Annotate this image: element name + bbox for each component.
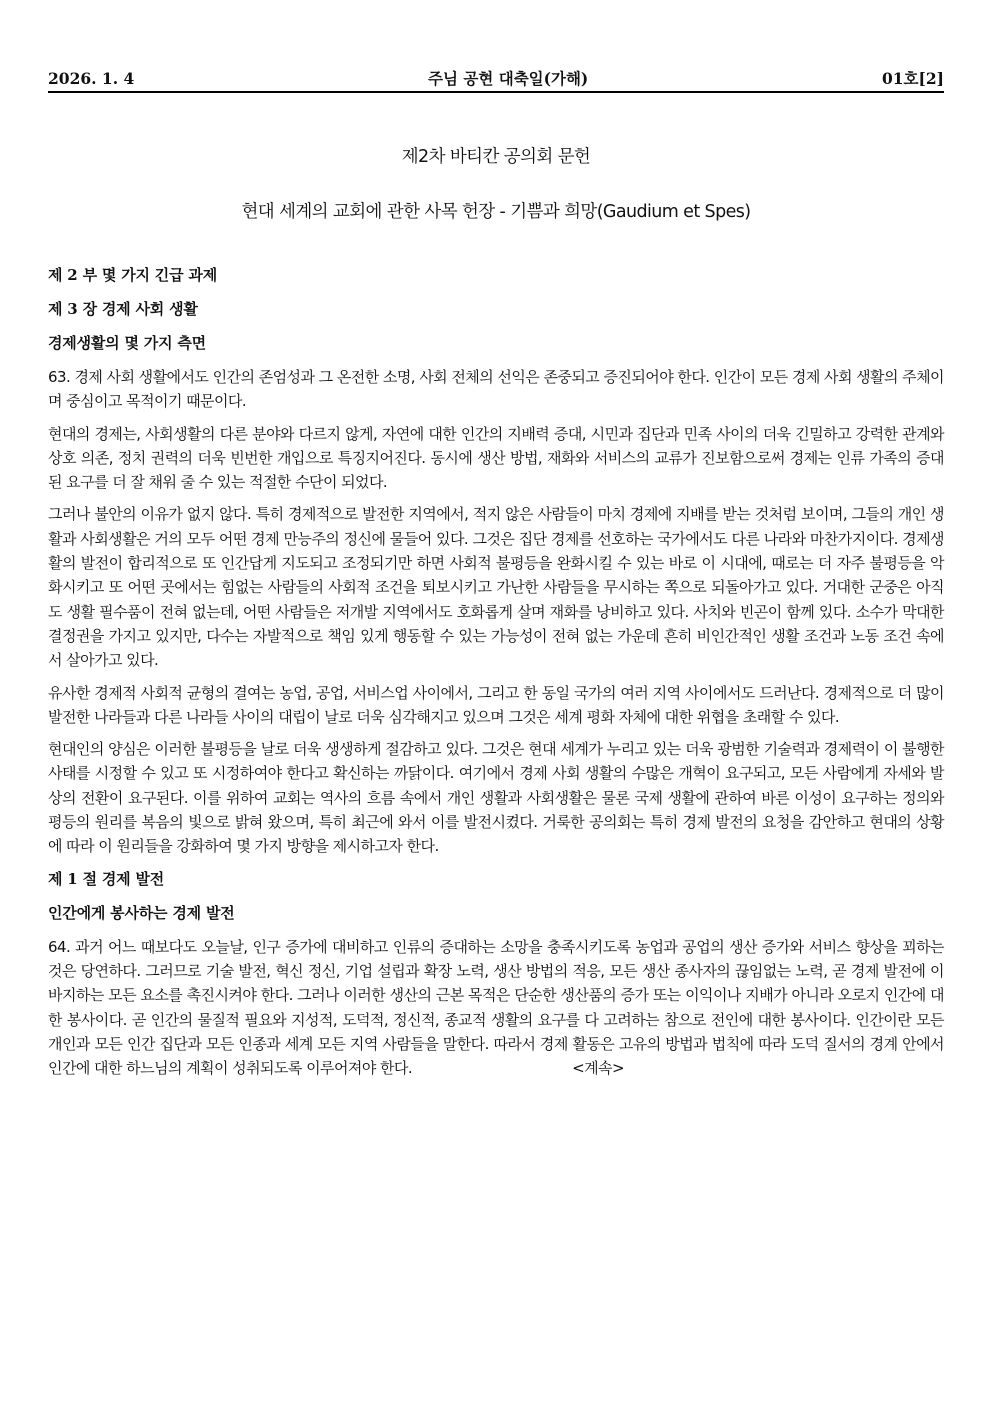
header-feast: 주님 공현 대축일(가해) [428,69,589,88]
chapter-heading: 제 3 장 경제 사회 생활 [48,300,198,318]
page-header [48,68,944,93]
continued-label: <계속> [572,1059,625,1078]
header-issue: 01호[2] [881,69,944,88]
section-heading: 경제생활의 몇 가지 측면 [48,334,206,352]
subsection-heading: 제 1 절 경제 발전 [48,869,165,888]
header-date: 2026. 1. 4 [48,69,135,88]
document-page [48,68,944,1088]
paragraph-64-text: 64. 과거 어느 때보다도 오늘날, 인구 증가에 대비하고 인류의 증대하는 소망을 충족시키도록 농업과 공업의 생산 증가와 서비스 향상을 꾀하는 것은 당연하다. 그러므로 기술 발전, 혁신 정신, 기업 설립과 확장 노력, 생산 방법의 적응, 모든 생산 종사자의 끊임없는 노력, 곧 경제 발전에 이바지하는 모든 요소를 촉진시켜야 한다. 그러나 이러한 생산의 근본 목적은 단순한 생산품의 증가 또는 이익이나 지배가 아니라 오로지 인간에 대한 봉사이다. 곧 인간의 물질적 필요와 지성적, 도덕적, 정신적, 종교적 생활의 요구를 다 고려하는 참으로 전인에 대한 봉사이다. 인간이란 모든 개인과 모든 인간 집단과 모든 인종과 세계 모든 지역 사람들을 말한다. 따라서 경제 활동은 고유의 방법과 법칙에 따라 도덕 질서의 경계 안에서 인간에 대한 하느님의 계획이 성취되도록 이루어져야 한다. [48,937,944,1078]
document-title: 제2차 바티칸 공의회 문헌 [401,147,591,167]
paragraph-64 [48,935,944,1081]
paragraph-63: 63. 경제 사회 생활에서도 인간의 존엄성과 그 온전한 소명, 사회 전체의 선익은 존중되고 증진되어야 한다. 인간이 모든 경제 사회 생활의 주체이며 중심이고 목적이기 때문이다. [48,368,944,411]
document-subtitle: 현대 세계의 교회에 관한 사목 헌장 - 기쁨과 희망(Gaudium et Spes) [241,202,751,222]
paragraph: 현대인의 양심은 이러한 불평등을 날로 더욱 생생하게 절감하고 있다. 그것은 현대 세계가 누리고 있는 더욱 광범한 기술력과 경제력이 이 불행한 사태를 시정할 수 있고 또 시정하여야 한다고 확신하는 까닭이다. 여기에서 경제 사회 생활의 수많은 개혁이 요구되고, 모든 사람에게 자세와 발상의 전환이 요구된다. 이를 위하여 교회는 역사의 흐름 속에서 개인 생활과 사회생활은 물론 국제 생활에 관하여 바른 이성이 요구하는 정의와 평등의 원리를 복음의 빛으로 밝혀 왔으며, 특히 최근에 와서 이를 발전시켰다. 거룩한 공의회는 특히 경제 발전의 요청을 감안하고 현대의 상황에 따라 이 원리들을 강화하여 몇 가지 방향을 제시하고자 한다. [48,740,944,856]
subsection-subheading: 인간에게 봉사하는 경제 발전 [48,903,235,922]
paragraph: 유사한 경제적 사회적 균형의 결여는 농업, 공업, 서비스업 사이에서, 그리고 한 동일 국가의 여러 지역 사이에서도 드러난다. 경제적으로 더 많이 발전한 나라들과 다른 나라들 사이의 대립이 날로 더욱 심각해지고 있으며 그것은 세계 평화 자체에 대한 위협을 초래할 수 있다. [48,683,944,726]
part-heading: 제 2 부 몇 가지 긴급 과제 [48,266,217,284]
paragraph: 그러나 불안의 이유가 없지 않다. 특히 경제적으로 발전한 지역에서, 적지 않은 사람들이 마치 경제에 지배를 받는 것처럼 보이며, 그들의 개인 생활과 사회생활은 거의 모두 어떤 경제 만능주의 정신에 물들어 있다. 그것은 집단 경제를 선호하는 국가에서도 다른 나라와 마찬가지이다. 경제생활의 발전이 합리적으로 또 인간답게 지도되고 조정되기만 하면 사회적 불평등을 완화시킬 수 있는 바로 이 시대에, 때로는 더 자주 불평등을 악화시키고 또 어떤 곳에서는 힘없는 사람들의 사회적 조건을 퇴보시키고 가난한 사람들을 무시하는 쪽으로 되돌아가고 있다. 거대한 군중은 아직도 생활 필수품이 전혀 없는데, 어떤 사람들은 저개발 지역에서도 호화롭게 살며 재화를 낭비하고 있다. 사치와 빈곤이 함께 있다. 소수가 막대한 결정권을 가지고 있지만, 다수는 자발적으로 책임 있게 행동할 수 있는 가능성이 전혀 없는 가운데 흔히 비인간적인 생활 조건과 노동 조건 속에서 살아가고 있다. [48,505,944,670]
paragraph: 현대의 경제는, 사회생활의 다른 분야와 다르지 않게, 자연에 대한 인간의 지배력 증대, 시민과 집단과 민족 사이의 더욱 긴밀하고 강력한 관계와 상호 의존, 정치 권력의 더욱 빈번한 개입으로 특징지어진다. 동시에 생산 방법, 재화와 서비스의 교류가 진보함으로써 경제는 인류 가족의 증대된 요구를 더 잘 채워 줄 수 있는 적절한 수단이 되었다. [48,424,944,492]
